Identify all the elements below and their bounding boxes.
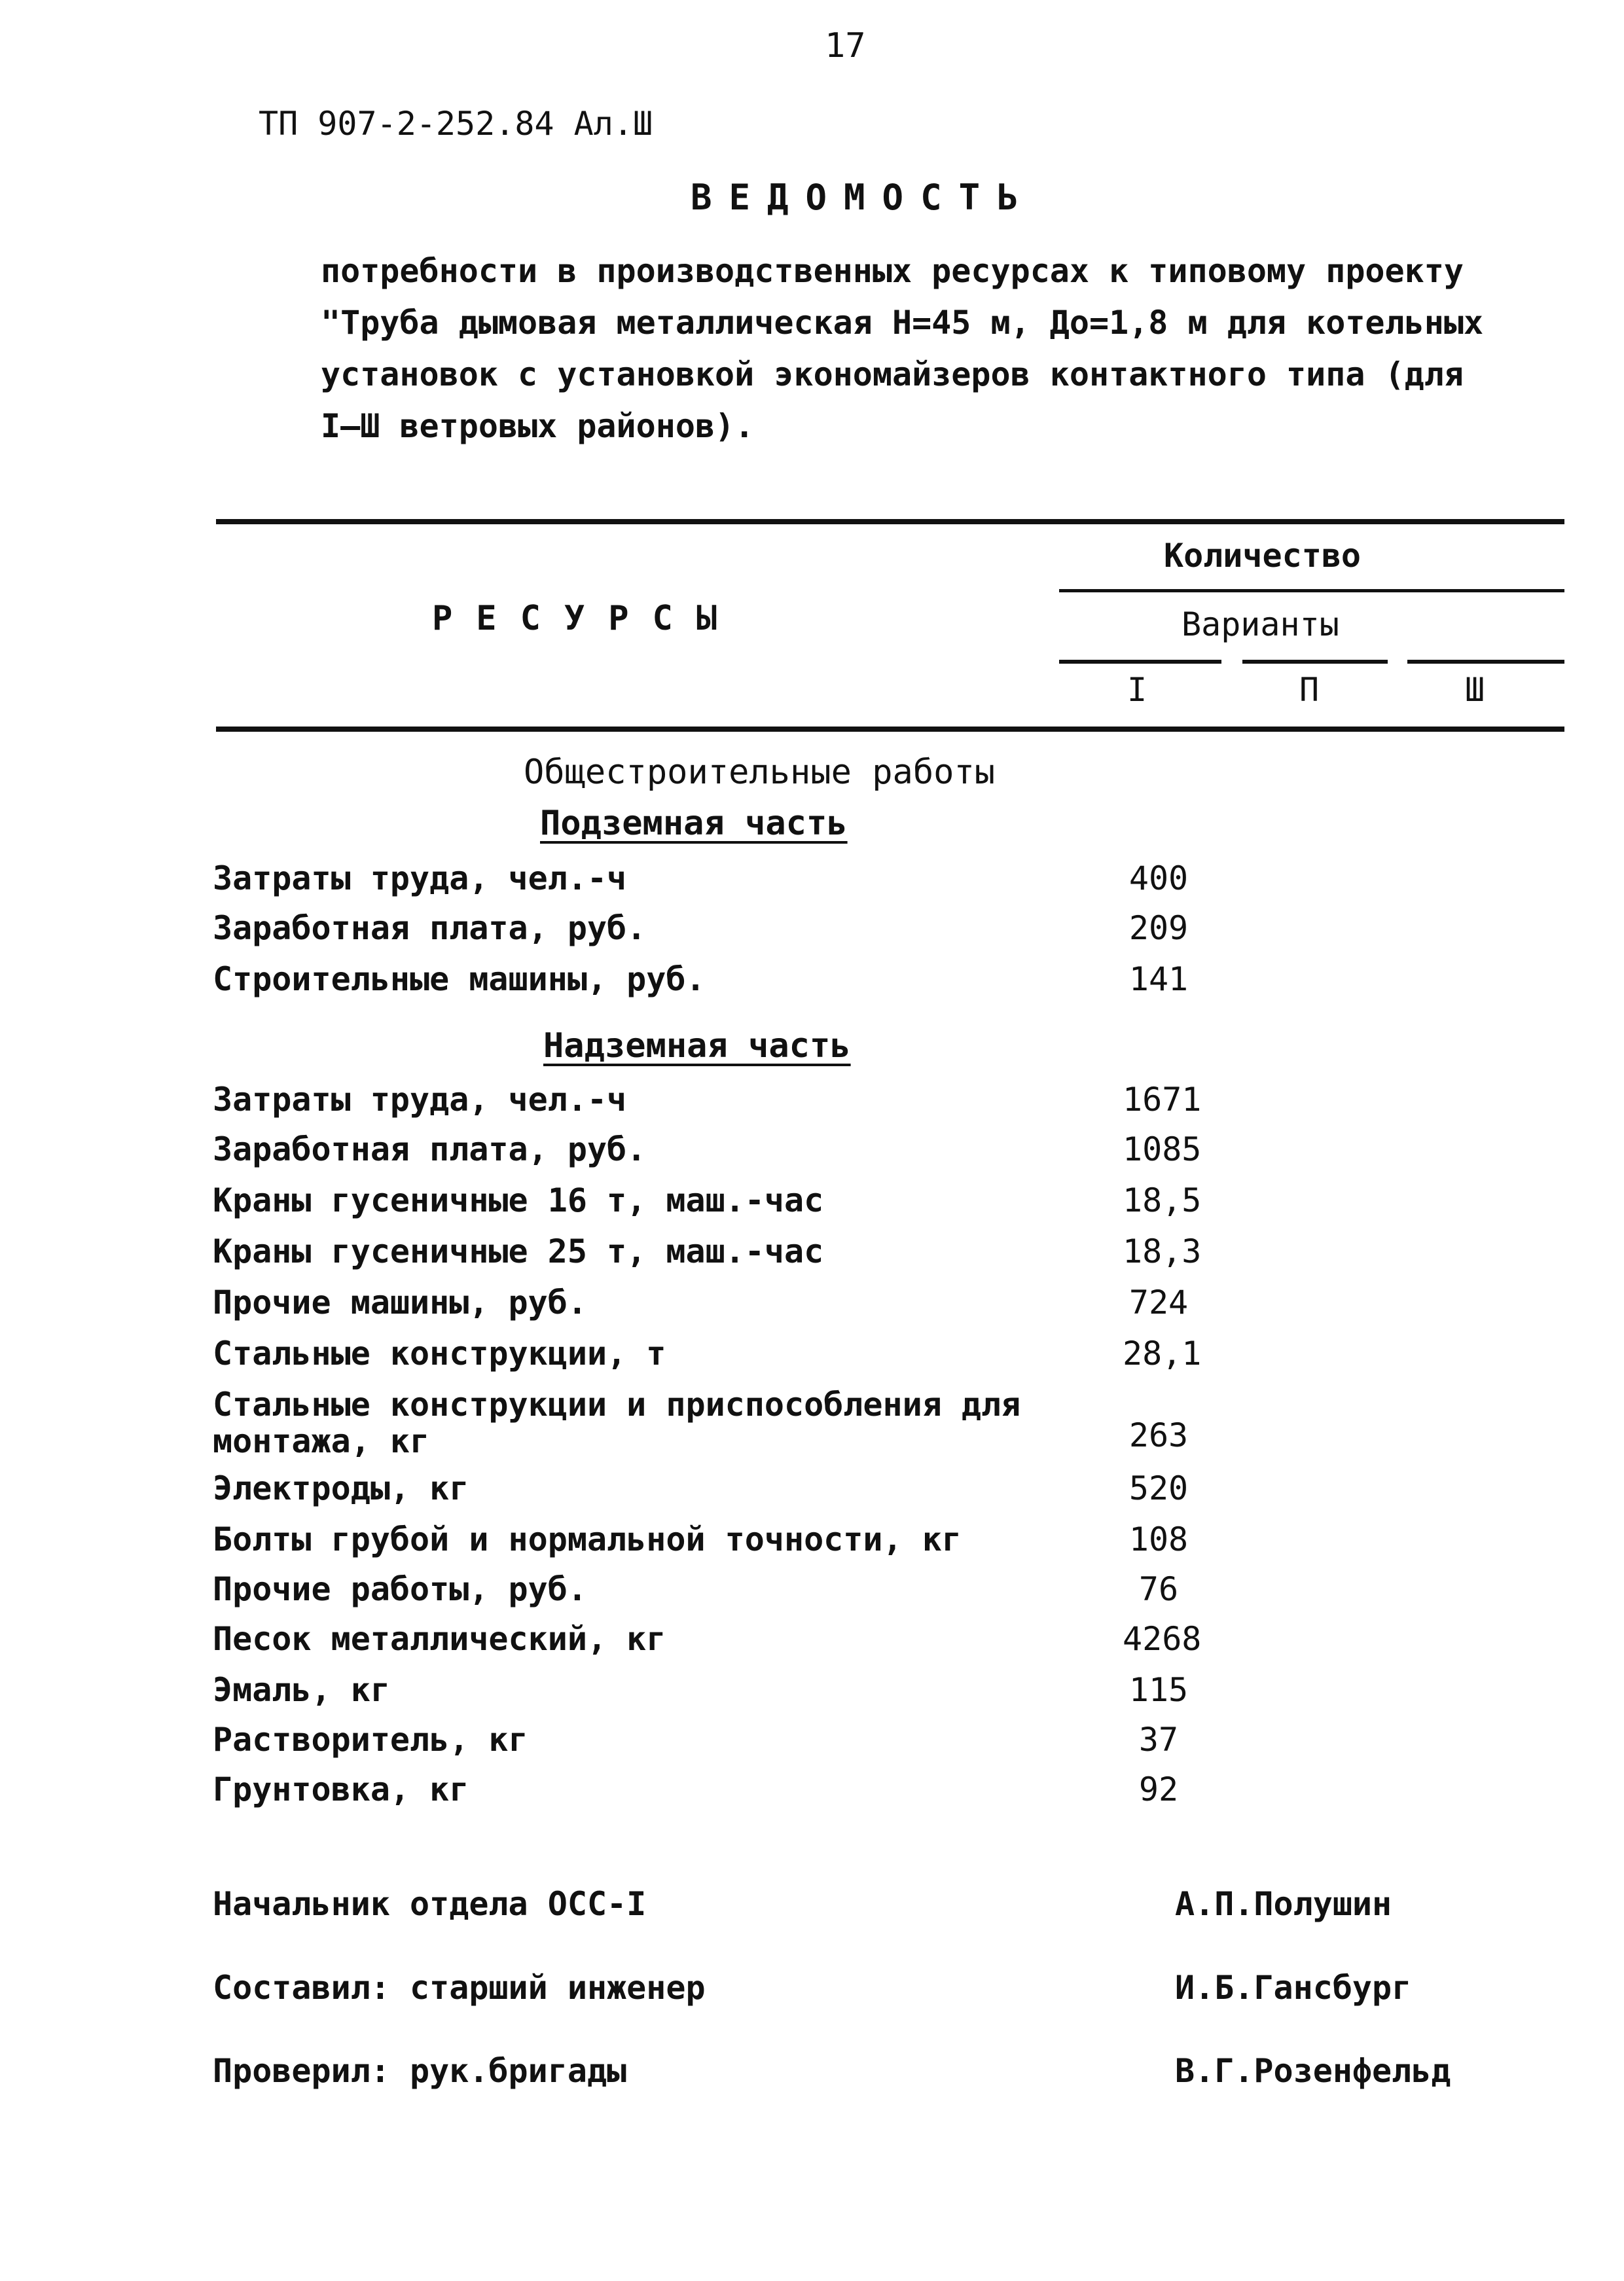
signature-name: В.Г.Розенфельд	[1175, 2052, 1451, 2090]
variant-1-header: I	[1127, 671, 1147, 709]
row-value-variant-1: 108	[1128, 1520, 1189, 1558]
table-row	[213, 1720, 1195, 1770]
row-label: Заработная плата, руб.	[213, 1130, 647, 1168]
table-row	[213, 1469, 1195, 1518]
signature-name: А.П.Полушин	[1175, 1885, 1392, 1923]
row-value-variant-1: 520	[1128, 1469, 1189, 1507]
row-value-variant-1: 92	[1138, 1770, 1179, 1808]
table-row	[213, 1080, 1202, 1130]
table-row	[213, 1232, 1202, 1282]
signature-role: Составил: старший инженер	[213, 1969, 706, 2007]
resources-column-header: РЕСУРСЫ	[432, 599, 741, 638]
table-row	[213, 1770, 1195, 1820]
subsection-underground: Подземная часть	[540, 804, 848, 843]
row-label: Краны гусеничные 16 т, маш.-час	[213, 1181, 824, 1219]
table-header-bottom-rule	[216, 727, 1564, 732]
variants-header: Варианты	[1182, 605, 1339, 643]
row-label: Растворитель, кг	[213, 1721, 528, 1759]
table-top-rule	[216, 519, 1564, 524]
table-row	[213, 1570, 1195, 1619]
row-value-variant-1: 37	[1138, 1721, 1179, 1759]
table-row	[213, 1334, 1202, 1384]
row-label: Стальные конструкции, т	[213, 1335, 666, 1373]
row-value-variant-1: 28,1	[1123, 1335, 1202, 1373]
table-row	[213, 1619, 1202, 1669]
row-label: Прочие машины, руб.	[213, 1284, 587, 1321]
row-label: Краны гусеничные 25 т, маш.-час	[213, 1232, 824, 1270]
subsection-aboveground: Надземная часть	[543, 1026, 851, 1066]
variant-2-header: П	[1299, 671, 1320, 709]
variant-2-rule	[1242, 660, 1388, 664]
table-row	[213, 859, 1195, 908]
row-label: Электроды, кг	[213, 1469, 469, 1507]
signature-role: Начальник отдела ОСС-I	[213, 1885, 647, 1923]
row-value-variant-1: 18,5	[1123, 1181, 1202, 1219]
table-row	[213, 908, 1195, 958]
row-label: Болты грубой и нормальной точности, кг	[213, 1520, 962, 1558]
row-label: Затраты труда, чел.-ч	[213, 859, 627, 897]
row-label: Прочие работы, руб.	[213, 1570, 587, 1608]
table-row	[213, 1386, 1195, 1460]
variant-3-header: Ш	[1465, 671, 1485, 709]
variant-3-rule	[1407, 660, 1564, 664]
row-value-variant-1: 1671	[1123, 1081, 1202, 1119]
signature-role: Проверил: рук.бригады	[213, 2052, 627, 2090]
row-label: Грунтовка, кг	[213, 1770, 469, 1808]
row-value-variant-1: 400	[1128, 859, 1189, 897]
page-number: 17	[825, 26, 866, 65]
table-row	[213, 1520, 1195, 1570]
table-row	[213, 1130, 1202, 1179]
row-label: Стальные конструкции и приспособления для монтажа, кг	[213, 1386, 1021, 1460]
row-label: Строительные машины, руб.	[213, 960, 706, 998]
table-row	[213, 1670, 1195, 1720]
row-value-variant-1: 724	[1128, 1284, 1189, 1321]
row-value-variant-1: 141	[1128, 960, 1189, 998]
row-value-variant-1: 18,3	[1123, 1232, 1202, 1270]
quantity-column-header: Количество	[1164, 537, 1362, 575]
document-code: ТП 907-2-252.84 Ал.Ш	[259, 105, 653, 143]
table-row	[213, 1283, 1195, 1333]
signature-name: И.Б.Гансбург	[1175, 1969, 1412, 2007]
row-label: Затраты труда, чел.-ч	[213, 1081, 627, 1119]
row-value-variant-1: 263	[1128, 1416, 1189, 1454]
section-general-works: Общестроительные работы	[524, 753, 996, 792]
quantity-header-rule	[1059, 589, 1564, 592]
table-row	[213, 1181, 1202, 1230]
row-value-variant-1: 4268	[1123, 1620, 1202, 1658]
row-label: Эмаль, кг	[213, 1671, 390, 1709]
row-value-variant-1: 76	[1138, 1570, 1179, 1608]
row-label: Песок металлический, кг	[213, 1620, 666, 1658]
row-value-variant-1: 115	[1128, 1671, 1189, 1709]
row-value-variant-1: 209	[1128, 909, 1189, 947]
document-subtitle: потребности в производственных ресурсах к типовому проекту "Труба дымовая металлическая Н=45 м, До=1,8 м для котельных установок с установкой экономайзеров контактного типа (для I–Ш ветровых районов).	[321, 252, 1484, 445]
row-value-variant-1: 1085	[1123, 1130, 1202, 1168]
variant-1-rule	[1059, 660, 1221, 664]
document-title: ВЕДОМОСТЬ	[691, 177, 1036, 218]
row-label: Заработная плата, руб.	[213, 909, 647, 947]
table-row	[213, 960, 1195, 1009]
